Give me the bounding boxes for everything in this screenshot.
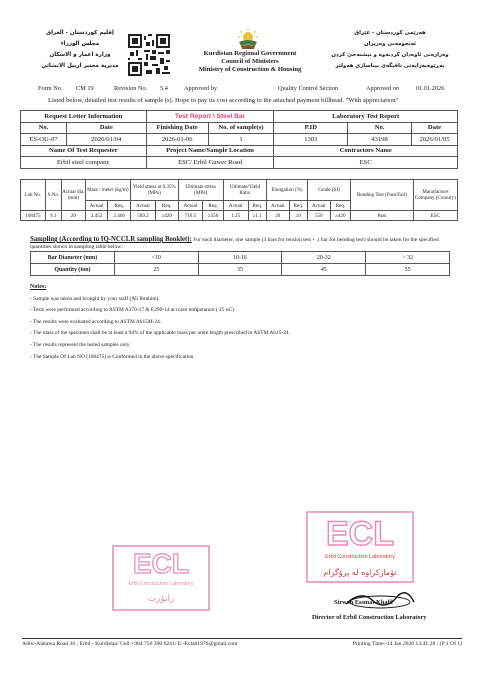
diameter-cell: > 32 [366, 252, 450, 264]
government-title [180, 50, 320, 74]
government-line: Council of Ministers [221, 58, 279, 65]
h-req: Req. [108, 201, 131, 211]
quantity-cell: 55 [366, 264, 450, 276]
h-actual: Actual [85, 201, 108, 211]
h-yield: Yield stress at 0.35%(MPa) [131, 180, 178, 201]
h-manufacture: Manufacture Company (Country) [413, 180, 457, 211]
sample-count: 1 [208, 134, 274, 146]
arabic-header-line: مديرية مختبر اربيل الانشائي [41, 63, 119, 69]
lab-date: 2026/01/05 [412, 134, 458, 146]
project: ESC/ Erbil Guwer Road [146, 157, 274, 169]
diameter-cell: <10 [114, 252, 198, 264]
lab-report-title: Laboratory Test Report [274, 111, 458, 123]
qr-code-icon [128, 34, 170, 76]
quantity-cell: 35 [198, 264, 282, 276]
government-line: Kurdistan Regional Government [203, 50, 297, 57]
h-actual-dia: Actual dia.(mm) [61, 180, 85, 211]
revision: 5.4 [160, 85, 168, 92]
revision-label: Revision No. [114, 85, 148, 92]
h-actual: Actual [266, 201, 289, 211]
kurdish-header-line: وەزارەتی ئاوەدان کردنەوە و نیشتەجێ کردن [331, 52, 449, 58]
h-actual: Actual [178, 201, 203, 211]
arabic-header-line: إقليم كوردستان - العراق [46, 30, 114, 36]
arabic-header-line: مجلس الوزراء [60, 41, 100, 47]
cell-yield-actual: 569.2 [131, 211, 156, 221]
signatory-name: Sirwan Essmat Khalil [334, 599, 393, 606]
note-item: - The results were evaluated according to ASTM A615M-24. [30, 318, 162, 325]
stamp-left-logo: ECL [133, 548, 189, 579]
sampling-text: For each diameter, one sample (3 bars for tension test + 1 bar for bending test) should be taken for the specified quantities shown in sampling table below: [30, 237, 439, 250]
h-grade: Grade (SI) [307, 180, 350, 201]
cell-mass-actual: 2.452 [85, 211, 108, 221]
h-actual: Actual [131, 201, 156, 211]
stamp-left-arabic: رابۆرت [147, 594, 175, 604]
quantity-cell: 45 [282, 264, 366, 276]
notes-title: Notes: [30, 284, 47, 290]
col-date2: Date [412, 122, 458, 134]
footer-printing-time: Printing Time:-14 Jan 2026 13:41:28 / (P 1 Of 1) [352, 641, 462, 647]
notes-section [30, 282, 460, 363]
sampling-table [30, 251, 450, 276]
cell-ratio-req: ≥1.1 [248, 211, 266, 221]
stamp-left-sub: Erbil Construction Laboratory [128, 581, 194, 587]
h-lab-no: Lab No. [21, 180, 46, 211]
approved-by: Quality Control Section [278, 85, 339, 92]
cell-lab-no: 108475 [21, 211, 46, 221]
h-req: Req. [248, 201, 266, 211]
finishing-date: 2026-01-06 [146, 134, 208, 146]
h-req: Req. [203, 201, 224, 211]
col-finishing: Finishing Date [146, 122, 208, 134]
cell-grade-actual: 550 [307, 211, 330, 221]
h-s-no: S.No. [45, 180, 61, 211]
kurdish-header-line: هەرێمی کوردستان - عێراق [354, 30, 426, 36]
form-no-label: Form No. [38, 85, 63, 92]
h-mass: Mass / meter (kg/m) [85, 180, 130, 201]
h-ultimate: Ultimate stress (MPa) [178, 180, 223, 201]
cell-ult-actual: 710.5 [178, 211, 203, 221]
cell-manufacture: ESC [413, 211, 457, 221]
quantity-label: Quantity (ton) [31, 264, 115, 276]
letterhead [30, 28, 460, 84]
page-footer [22, 638, 462, 651]
request-table [20, 110, 458, 169]
request-title: Request Letter Information [21, 111, 147, 123]
lab-stamp-right [306, 511, 414, 583]
contractor-label: Contractors Name [274, 145, 458, 157]
diameter-cell: 10-16 [198, 252, 282, 264]
cell-grade-req: ≥420 [330, 211, 351, 221]
stamp-right-arabic: تۆمارکراوە لە پرۆگرام [323, 568, 397, 577]
arabic-header [30, 28, 130, 72]
sampling-section [30, 236, 450, 251]
note-item: - The results represent the tested samples only. [30, 341, 131, 348]
diameter-label: Bar Diameter (mm) [31, 252, 115, 264]
sampling-title: Sampling (According to IQ-NCCLR sampling Booklet): [30, 236, 192, 243]
col-date: Date [66, 122, 146, 134]
table-row [21, 211, 458, 221]
h-ratio: Ultimate/Yield Ratio [223, 180, 266, 201]
diameter-cell: 20-32 [282, 252, 366, 264]
note-item: - The Sample Of Lab NO (108475) is Conformed in the above specification. [30, 353, 195, 360]
stamp-right-sub: Erbil Construction Laboratory [325, 554, 395, 560]
approved-on: 01.01.2026 [416, 85, 445, 92]
results-table [20, 179, 458, 221]
signatory-title: Director of Erbil Construction Laboratory [312, 614, 427, 621]
kurdish-header [320, 28, 460, 72]
col-samples: No. of sample(s) [208, 122, 274, 134]
cell-elong-actual: 20 [266, 211, 289, 221]
approved-on-label: Approved on [366, 85, 400, 92]
h-req: Req. [155, 201, 178, 211]
request-no: ES-OU-07 [21, 134, 67, 146]
col-pid: P.ID [274, 122, 348, 134]
lab-stamp-left [112, 545, 210, 611]
cell-ult-req: ≥550 [203, 211, 224, 221]
footer-address: Adrs:-Ankawa Road 36 , Erbil - Kurdistan/ Cell:+964 750 300 6241/ E:-Eclab1976@gmail.com [22, 641, 238, 647]
h-bending: Bending Test (Pass/Fail) [351, 180, 414, 211]
kurdish-header-line: بەڕێوەبەرایەتی تاقیگەی بیناسازی هەولێر [335, 63, 445, 69]
quantity-cell: 25 [114, 264, 198, 276]
requester: Erbil steel company [21, 157, 147, 169]
test-report-title: Test Report \ Steel Bar [146, 111, 274, 123]
cell-elong-req: ≥9 [289, 211, 307, 221]
h-actual: Actual [307, 201, 330, 211]
cell-actual-dia: 20 [61, 211, 85, 221]
arabic-header-line: وزارة اعمار و الاسكان [49, 52, 111, 58]
cell-bending: Pass [351, 211, 414, 221]
kurdish-header-line: ئەنجومەنی وەزیران [363, 41, 416, 47]
lab-no: 43198 [348, 134, 412, 146]
h-req: Req. [330, 201, 351, 211]
h-actual: Actual [223, 201, 248, 211]
intro-text: Listed below, detailed test results of sample (s). Hope to pay its cost according to the attached payment billhead. "With appreciation" [48, 97, 399, 104]
form-info-bar [38, 85, 456, 94]
cell-ratio-actual: 1.25 [223, 211, 248, 221]
h-req: Req. [289, 201, 307, 211]
krg-emblem-icon [236, 28, 260, 50]
request-date: 2026/01/04 [66, 134, 146, 146]
h-elongation: Elongation (%) [266, 180, 307, 201]
cell-yield-req: ≥420 [155, 211, 178, 221]
contractor: ESC [274, 157, 458, 169]
note-item: - The mass of the specimen shall be at least a 94% of the applicable mass per unite length prescribed in ASTM A615-24. [30, 330, 290, 337]
government-line: Ministry of Construction & Housing [198, 66, 302, 73]
col-no: No. [21, 122, 67, 134]
pid: 1303 [274, 134, 348, 146]
cell-s-no: S.1 [45, 211, 61, 221]
note-item: - Tests were performed according to ASTM A370-17 & E290-14 at room temperature ( 25 oC). [30, 307, 236, 314]
approved-by-label: Approved by [184, 85, 218, 92]
col-no2: No. [348, 122, 412, 134]
stamp-right-logo: ECL [326, 515, 394, 553]
cell-mass-req: 2.466 [108, 211, 131, 221]
project-label: Project Name/Sample Location [146, 145, 274, 157]
form-no: CM 19 [76, 85, 94, 92]
note-item: - Sample was taken and brought by your staff (Ali Ibrahim). [30, 295, 160, 302]
requester-label: Name Of Test Requester [21, 145, 147, 157]
